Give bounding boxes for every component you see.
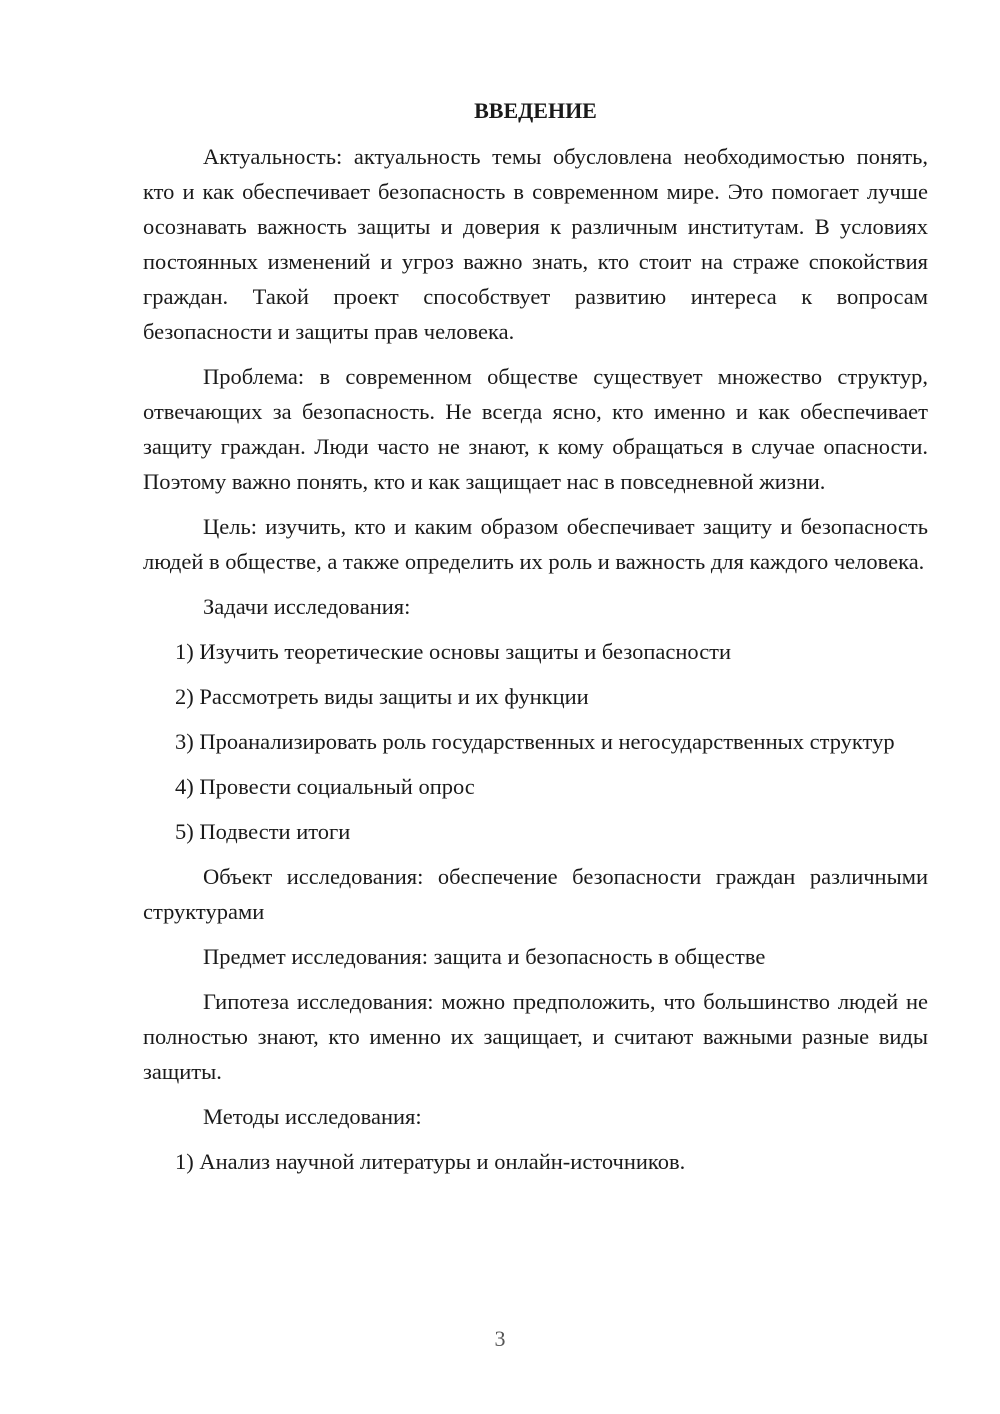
page-number: 3 [494, 1326, 506, 1351]
task-item: 4) Провести социальный опрос [175, 774, 475, 799]
subject-paragraph: Предмет исследования: защита и безопасность в обществе [203, 944, 766, 969]
page-content [143, 96, 928, 1189]
object-paragraph: Объект исследования: обеспечение безопасности граждан различными структурами [143, 864, 928, 924]
hypothesis-paragraph: Гипотеза исследования: можно предположить, что большинство людей не полностью знают, кто именно их защищает, и считают важными разные виды защиты. [143, 989, 928, 1084]
tasks-heading: Задачи исследования: [203, 594, 411, 619]
task-item: 2) Рассмотреть виды защиты и их функции [175, 684, 589, 709]
relevance-paragraph: Актуальность: актуальность темы обусловлена необходимостью понять, кто и как обеспечивает безопасность в современном мире. Это помогает лучше осознавать важность защиты и доверия к различным институтам. В условиях постоянных изменений и угроз важно знать, кто стоит на страже спокойствия граждан. Такой проект способствует развитию интереса к вопросам безопасности и защиты прав человека. [143, 144, 928, 344]
task-item: 5) Подвести итоги [175, 819, 351, 844]
task-item: 3) Проанализировать роль государственных и негосударственных структур [175, 729, 895, 754]
method-item: 1) Анализ научной литературы и онлайн-источников. [175, 1149, 686, 1174]
task-item: 1) Изучить теоретические основы защиты и безопасности [175, 639, 732, 664]
section-title: ВВЕДЕНИЕ [474, 98, 597, 123]
problem-paragraph: Проблема: в современном обществе существует множество структур, отвечающих за безопасность. Не всегда ясно, кто именно и как обеспечивает защиту граждан. Люди часто не знают, к кому обращаться в случае опасности. Поэтому важно понять, кто и как защищает нас в повседневной жизни. [143, 364, 928, 494]
goal-paragraph: Цель: изучить, кто и каким образом обеспечивает защиту и безопасность людей в обществе, а также определить их роль и важность для каждого человека. [143, 514, 928, 574]
methods-heading: Методы исследования: [203, 1104, 422, 1129]
